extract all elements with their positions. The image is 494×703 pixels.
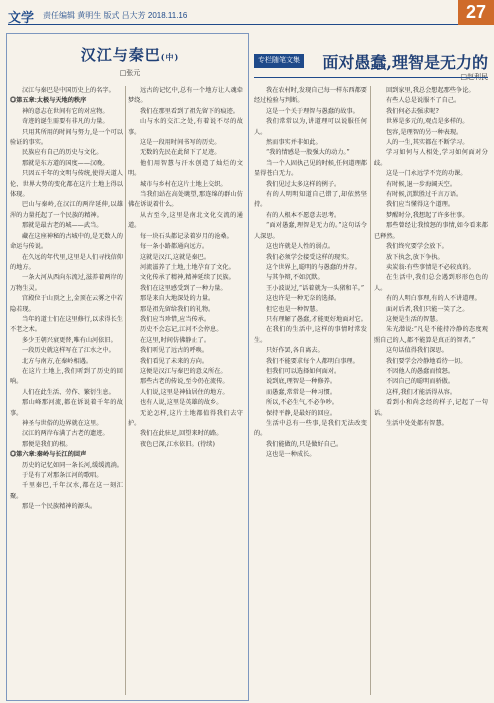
paragraph: 山与水的交汇之处,有着说不尽的故事。 (128, 118, 243, 136)
article-right-heading (254, 52, 488, 81)
paragraph: 所以,不必生气,不必争吵。 (266, 399, 338, 407)
section-name: 文学 (8, 10, 35, 25)
paragraph: 只有理解了愚蠢,才能更好地面对它。 (266, 315, 367, 323)
paragraph: 远古的记忆中,总有一个地方让人魂牵梦绕。 (128, 87, 243, 105)
paragraph: 不因自己的聪明而骄傲。 (386, 378, 455, 386)
article-left-column-2 (128, 86, 243, 697)
paragraph: 那便是我们的根。 (22, 440, 72, 448)
paragraph: 包容,是理智的另一种表现。 (386, 128, 463, 136)
column-tag: 专栏随笔文集 (254, 54, 304, 68)
paragraph: 我们必须学会接受这样的现实。 (266, 253, 353, 261)
paragraph: 这便是汉江与秦巴的意义所在。 (140, 367, 227, 375)
paragraph: 有的人根本不愿意去思考。 (266, 211, 341, 219)
article-right-column-1 (254, 86, 367, 697)
page-header (0, 0, 494, 30)
paragraph: 有些人总是说服不了自己。 (386, 97, 461, 105)
paragraph: 千里秦巴,千年汉水,都在这一刻汇聚。 (10, 482, 123, 500)
paragraph: 我们在这里感受到了一种力量。 (140, 284, 227, 292)
paragraph: 人们说,这里是神仙居住的地方。 (140, 388, 229, 396)
paragraph: 这也许就是人性的弱点。 (266, 243, 335, 251)
paragraph: 藏在这座神秘的古城中的,是无数人的命运与传说。 (10, 232, 123, 251)
paragraph: 我们常常以为,讲道理可以说服任何人。 (254, 118, 367, 136)
paragraph: 巴山与秦岭,在汉江的两岸延伸,以雄浑的力量托起了一个民族的精神。 (10, 201, 123, 219)
paragraph: 回到家里,我总会想起那些争论。 (386, 87, 475, 94)
paragraph: 学习如何与人相处,学习如何面对分歧。 (374, 149, 488, 167)
paragraph: 人的一生,其实都在不断学习。 (386, 139, 469, 147)
paragraph: 他们用智慧与汗水创造了灿烂的文明。 (128, 159, 243, 178)
paragraph: 夜色已深,江水依旧。(待续) (140, 440, 215, 448)
paragraph: 这样,我们才能活得从容。 (386, 388, 457, 396)
paragraph: 那是祖先留给我们的礼物。 (140, 305, 215, 313)
paragraph: 这是一门永远学不完的功课。 (386, 170, 467, 178)
paragraph: 生活中处处都有智慧。 (386, 420, 448, 427)
paragraph: 与其争辩,不如沉默。 (266, 274, 324, 282)
paragraph: 这个世界上,聪明的与愚蠢的并存。 (266, 263, 361, 271)
editor-info: 责任编辑 黄明生 版式 吕大芳 2018.11.16 (43, 11, 188, 20)
paragraph: 从古至今,这里是南北文化交流的通道。 (128, 211, 243, 230)
paragraph: 当一个人固执己见的时候,任何道理都显得苍白无力。 (254, 159, 367, 178)
paragraph: 历史的记忆如同一条长河,缓缓流淌。 (22, 461, 123, 469)
paragraph: 于是有了对那条江河的歌唱。 (22, 472, 103, 480)
paragraph: 这是一段用时间书写的历史。 (140, 139, 221, 147)
paragraph: 神圣与世俗的边界就在这里。 (22, 420, 103, 427)
paragraph: 这也许是一种无奈的选择。 (266, 295, 341, 303)
paragraph: 在这片土地上,我们听到了历史的回响。 (10, 367, 123, 386)
paragraph: 这也是一种成长。 (266, 451, 316, 459)
paragraph: 城市与乡村在这片土地上交织。 (140, 180, 227, 188)
paragraph: 汉江与秦巴是中国历史上的名字。 (22, 87, 115, 94)
paragraph: 我们能做的,只是做好自己。 (266, 440, 343, 448)
column-divider (370, 86, 371, 695)
paragraph: 放下执念,放下争执。 (386, 253, 444, 261)
paragraph: 在这里,时间仿佛静止了。 (140, 336, 211, 344)
paragraph: 这就是汉江,这就是秦巴。 (140, 253, 211, 261)
paragraph: 但它也是一种智慧。 (266, 305, 322, 313)
paragraph: 当我们站在高处眺望,那连绵的群山仿佛在诉说着什么。 (128, 191, 243, 209)
paragraph: 我们要学会冷静地看待一切。 (386, 357, 467, 365)
paragraph: 世界是多元的,观点是多样的。 (386, 118, 469, 126)
paragraph: 我们听见了远古的呼唤。 (140, 347, 209, 355)
paragraph: 无论怎样,这片土地都值得我们去守护。 (128, 409, 243, 427)
section-subheading: ◎第五章:太极与天地的秩序 (10, 97, 87, 105)
header-rule (8, 24, 458, 25)
column-divider (125, 86, 126, 695)
paragraph: 那就是最古老的城——武当。 (22, 222, 103, 230)
paragraph: 只因五千年的文明与传统,使得天道人伦、世界大势的变化都在这片土地上得以体现。 (10, 170, 123, 199)
article-left-title: 汉江与秦巴(中) (80, 46, 180, 64)
article-right-author: □赵利民 (460, 73, 488, 81)
paragraph: 而愚蠢,常常是一种习惯。 (266, 388, 337, 396)
paragraph: 那些古老的传说,至今仍在流传。 (140, 378, 229, 386)
page-number: 27 (458, 0, 494, 25)
paragraph: 这是一个关于理智与愚蠢的故事。 (266, 107, 359, 115)
paragraph: 生活中总有一些事,是我们无法改变的。 (254, 420, 367, 438)
paragraph: “我的情感是一股强大的动力。” (266, 149, 350, 157)
paragraph: 人们在此生活、劳作、繁衍生息。 (22, 388, 115, 396)
paragraph: 奇迹的诞生需要有非凡的力量。 (22, 118, 109, 126)
paragraph: “面对愚蠢,理智是无力的。”这句话令人深思。 (254, 222, 367, 240)
paragraph: 民族应有自己的历史与文化。 (22, 149, 103, 157)
paragraph: 一段历史就这样写在了江水之中。 (22, 347, 115, 355)
paragraph: 面对后者,我们只能一笑了之。 (386, 305, 469, 313)
paragraph: 不因他人的愚蠢而愤怒。 (386, 367, 455, 375)
paragraph: 梦醒时分,我想起了许多往事。 (386, 211, 469, 219)
paragraph: 我们在此驻足,回望来时的路。 (140, 430, 223, 438)
paragraph: 卖炭翁:有些事情是不必较真的。 (386, 263, 475, 271)
paragraph: 那些曾经让我愤怒的事情,如今看来都已释然。 (374, 222, 488, 240)
paragraph: 然而事实并非如此。 (266, 139, 322, 147)
paragraph: 我们看见了未来的方向。 (140, 357, 209, 365)
paragraph: 这便是生活的智慧。 (386, 315, 442, 323)
paragraph: 无数的先民在此留下了足迹。 (140, 149, 221, 157)
paragraph: 那山峰那河流,都在诉说着千年的故事。 (10, 399, 123, 417)
paragraph: 说到底,理智是一种修养。 (266, 378, 337, 386)
paragraph: 在久远的年代里,这里是人们寻找信仰的地方。 (10, 253, 123, 271)
paragraph: 我在农村时,发现自己每一样东西都要经过检验与判断。 (254, 87, 367, 105)
paragraph: 我们何必去强求呢? (386, 107, 439, 115)
paragraph: 每一块石头都记录着岁月的沧桑。 (140, 232, 233, 240)
paragraph: 神的意志在世间有它的对应物。 (22, 107, 109, 115)
paragraph: 我们不能要求每个人都明白事理。 (266, 357, 359, 365)
paragraph: 看到小和尚念经的样子,记起了一句话。 (374, 399, 488, 417)
paragraph: 我们在那里看到了祖先留下的痕迹。 (140, 107, 239, 115)
paragraph: 也有人说,这里是英雄的故乡。 (140, 399, 223, 407)
paragraph: 我们终究要学会放下。 (386, 243, 448, 251)
paragraph: 我们见过太多这样的例子。 (266, 180, 341, 188)
article-left-column-1 (10, 86, 123, 697)
paragraph: 历史不会忘记,江河不会停息。 (140, 326, 223, 334)
paragraph: 每一条小路都通向远方。 (140, 243, 209, 251)
paragraph: 保持平静,是最好的回应。 (266, 409, 337, 417)
article-right-title: 面对愚蠢,理智是无力的 (322, 53, 488, 72)
article-left-heading (40, 44, 220, 78)
paragraph: 那就是东方道的国度——汉晚。 (22, 159, 109, 167)
paragraph: 有的人明白事理,有的人不讲道理。 (386, 295, 481, 303)
paragraph: 王小波说过,“话着就为一头猪和羊。” (266, 284, 365, 292)
paragraph: 那是来自大地深处的力量。 (140, 295, 215, 303)
paragraph: 北方与南方,在秦岭相遇。 (22, 357, 93, 365)
paragraph: 但我们可以选择如何面对。 (266, 367, 341, 375)
paragraph: 汉江的两岸布满了古老的遗迹。 (22, 430, 109, 438)
paragraph: 多少王朝兴衰更替,唯有山河依旧。 (22, 336, 117, 344)
article-right-column-2 (374, 86, 488, 697)
paragraph: 宫殿位于山顶之上,金顶在云雾之中若隐若现。 (10, 295, 123, 313)
paragraph: 文化传承了精神,精神延续了民族。 (140, 274, 235, 282)
paragraph: 在生活中,我们总会遇到形形色色的人。 (374, 274, 488, 292)
heading-rule (254, 77, 488, 78)
paragraph: 当年的道士们在这里修行,以求得长生不老之术。 (10, 315, 123, 334)
paragraph: 只好作罢,各自离去。 (266, 347, 324, 355)
paragraph: 有时候,退一步海阔天空。 (386, 180, 457, 188)
paragraph: 有时候,沉默胜过千言万语。 (386, 191, 463, 199)
paragraph: 我们应当珍惜,应当传承。 (140, 315, 211, 323)
paragraph: 朱光潜说:“凡是不能持冷静的态度观照自己的人,都不能算是真正的智者。” (374, 326, 488, 344)
paragraph: 在我们的生活中,这样的事情时常发生。 (254, 326, 367, 344)
paragraph: 我们应当懂得这个道理。 (386, 201, 455, 209)
paragraph: 那是一个民族精神的源头。 (22, 503, 97, 511)
section-subheading: ◎第六章:秦岭与长江的回声 (10, 451, 87, 459)
paragraph: 只用其所用的时间与努力,是一个可以验证的事实。 (10, 128, 123, 147)
paragraph: 有的人明明知道自己错了,却依然坚持。 (254, 191, 367, 209)
article-left-author: □张元 (119, 69, 141, 77)
paragraph: 河流滋养了土地,土地孕育了文化。 (140, 263, 235, 271)
paragraph: 一条大河从西向东流过,滋养着两岸的万物生灵。 (10, 274, 123, 292)
paragraph: 这句话值得我们深思。 (386, 347, 448, 355)
